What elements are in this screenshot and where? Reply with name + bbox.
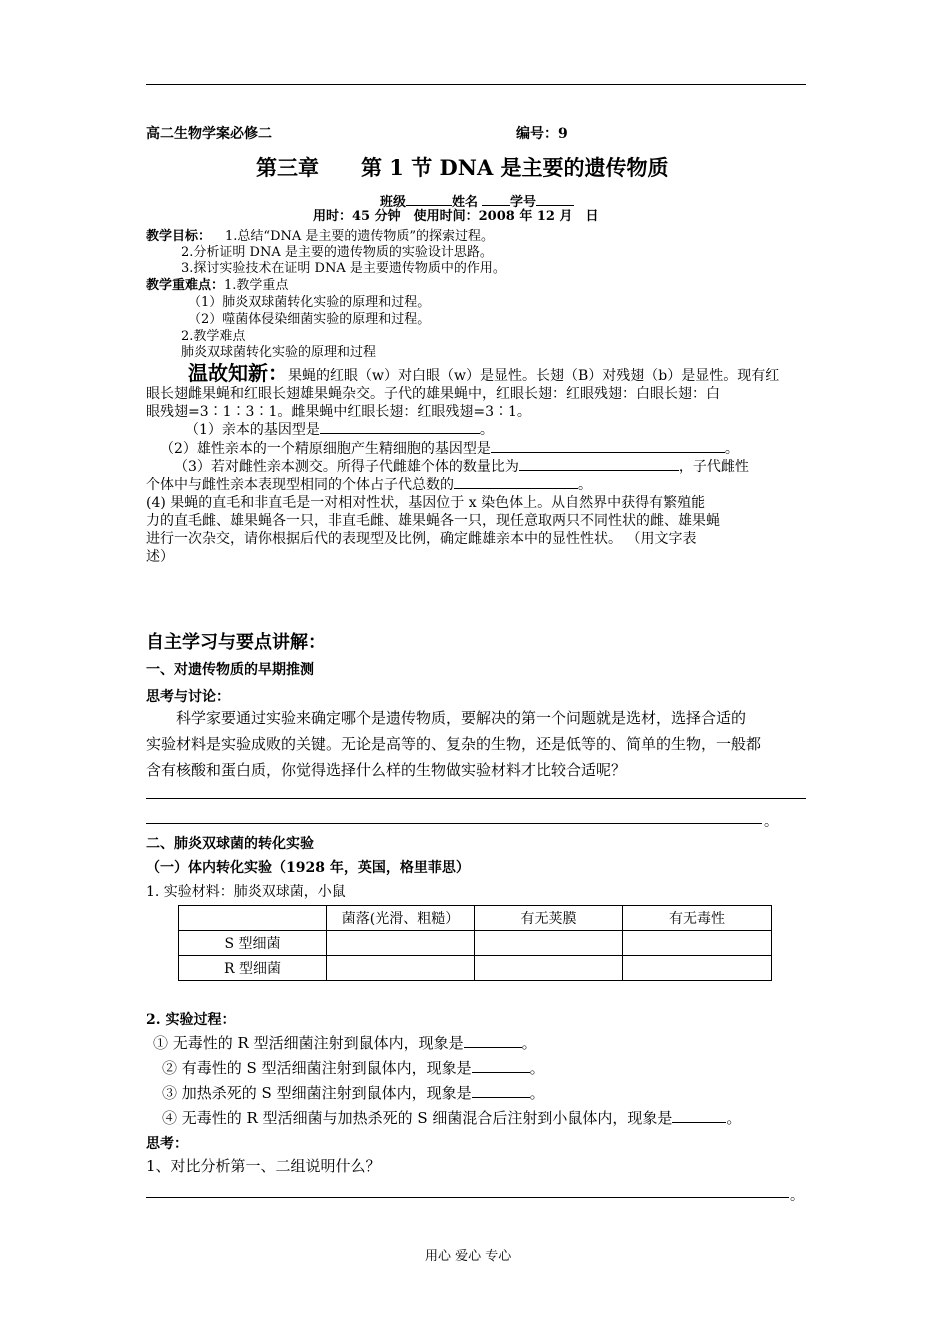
class-label: 班级 (380, 195, 407, 210)
question-4-line-3: 进行一次杂交，请你根据后代的表现型及比例，确定雌雄亲本中的显性性状。 （用文字表 (146, 531, 697, 547)
section-2-title: 二、肺炎双球菌的转化实验 (146, 836, 314, 852)
answer-blank-3a[interactable] (519, 458, 679, 471)
key-point-2: （2）噬菌体侵染细菌实验的原理和过程。 (188, 312, 431, 327)
step-3 (162, 1080, 545, 1107)
id-blank (536, 193, 574, 206)
review-text-1: 果蝇的红眼（w）对白眼（w）是显性。长翅（B）对残翅（b）是显性。现有红 (288, 368, 780, 384)
class-blank (406, 193, 452, 206)
page-title: 第三章 第 1 节 DNA 是主要的遗传物质 (256, 155, 669, 180)
table-cell[interactable] (475, 956, 623, 981)
goal-3: 3.探讨实验技术在证明 DNA 是主要遗传物质中的作用。 (181, 261, 506, 276)
question-1 (185, 420, 494, 440)
step-4 (162, 1105, 741, 1132)
question-3b-text: 个体中与雌性亲本表现型相同的个体占子代总数的 (146, 477, 454, 493)
answer-line-1[interactable] (146, 798, 806, 799)
para-line-2: 实验材料是实验成败的关键。无论是高等的、复杂的生物，还是低等的、简单的生物，一般都 (146, 735, 762, 753)
subsection-1-title: （一）体内转化实验（1928 年，英国，格里菲思） (146, 860, 470, 876)
step-1-blank[interactable] (464, 1035, 522, 1048)
answer-line-2[interactable] (146, 823, 762, 824)
think-label: 思考： (146, 1136, 188, 1152)
key-point-1: （1）肺炎双球菌转化实验的原理和过程。 (188, 295, 431, 310)
step-3-end: 。 (529, 1084, 545, 1102)
review-text-3: 眼残翅=3∶1∶3∶1。雌果蝇中红眼长翅：红眼残翅=3∶1。 (146, 404, 531, 420)
step-1 (153, 1030, 537, 1057)
section-1-title: 一、对遗传物质的早期推测 (146, 662, 314, 678)
question-2-text: （2）雄性亲本的一个精原细胞产生精细胞的基因型是 (160, 441, 491, 457)
step-1-text: ① 无毒性的 R 型活细菌注射到鼠体内，现象是 (153, 1034, 464, 1052)
header-code: 编号：9 (516, 126, 568, 142)
step-3-blank[interactable] (472, 1085, 530, 1098)
bacteria-table (178, 905, 772, 981)
goal-2: 2.分析证明 DNA 是主要的遗传物质的实验设计思路。 (181, 245, 493, 260)
key-heading-2: 2.教学难点 (181, 329, 246, 344)
question-3b (146, 475, 592, 495)
table-header-cell: 有无荚膜 (475, 906, 623, 931)
header-course: 高二生物学案必修二 (146, 126, 272, 142)
table-header-cell (179, 906, 327, 931)
question-3b-end: 。 (578, 477, 592, 493)
table-row (179, 956, 772, 981)
id-label: 学号 (510, 195, 537, 210)
study-title: 自主学习与要点讲解： (146, 632, 326, 653)
think-answer-end: 。 (790, 1188, 804, 1204)
table-cell[interactable] (623, 931, 772, 956)
table-cell[interactable] (623, 956, 772, 981)
discuss-label: 思考与讨论： (146, 689, 230, 705)
question-2-end: 。 (724, 441, 739, 457)
goal-1: 1.总结“DNA 是主要的遗传物质”的探索过程。 (225, 229, 495, 244)
step-1-end: 。 (521, 1034, 537, 1052)
table-header-row (179, 906, 772, 931)
question-3a-text: （3）若对雌性亲本测交。所得子代雌雄个体的数量比为 (174, 459, 519, 475)
key-difficulty: 肺炎双球菌转化实验的原理和过程 (181, 345, 377, 360)
page-footer: 用心 爱心 专心 (425, 1249, 512, 1264)
answer-line-2-end: 。 (764, 814, 778, 830)
table-row (179, 931, 772, 956)
step-2-blank[interactable] (472, 1060, 530, 1073)
answer-blank-1[interactable] (320, 421, 480, 434)
question-4-line-2: 力的直毛雌、雄果蝇各一只，非直毛雌、雄果蝇各一只，现任意取两只不同性状的雌、雄果蝇 (146, 513, 720, 529)
key-line (146, 278, 288, 294)
question-4-line-4: 述） (146, 549, 174, 565)
think-question-1: 1、对比分析第一、二组说明什么？ (146, 1157, 381, 1175)
table-header-cell: 菌落(光滑、粗糙） (327, 906, 475, 931)
table-header-cell: 有无毒性 (623, 906, 772, 931)
think-answer-line[interactable] (146, 1197, 789, 1198)
goals-line-1 (146, 229, 494, 245)
question-4-line-1: (4) 果蝇的直毛和非直毛是一对相对性状，基因位于 x 染色体上。从自然界中获得有繁殖能 (146, 495, 706, 511)
top-rule (146, 84, 806, 85)
question-3a (174, 457, 749, 477)
para-line-1: 科学家要通过实验来确定哪个是遗传物质，要解决的第一个问题就是选材，选择合适的 (176, 709, 747, 727)
step-4-end: 。 (726, 1109, 742, 1127)
name-blank (482, 193, 510, 206)
table-cell[interactable] (475, 931, 623, 956)
question-1-end: 。 (479, 422, 494, 438)
time-line: 用时：45 分钟 使用时间：2008 年 12 月 日 (313, 209, 599, 224)
materials-line: 1. 实验材料：肺炎双球菌，小鼠 (146, 884, 346, 900)
question-3a-end: ，子代雌性 (678, 459, 749, 475)
step-4-text: ④ 无毒性的 R 型活细菌与加热杀死的 S 细菌混合后注射到小鼠体内，现象是 (162, 1109, 673, 1127)
review-text-2: 眼长翅雌果蝇和红眼长翅雄果蝇杂交。子代的雄果蝇中，红眼长翅：红眼残翅：白眼长翅：白 (146, 386, 720, 402)
step-4-blank[interactable] (672, 1110, 726, 1123)
answer-blank-2[interactable] (491, 440, 725, 453)
key-heading-1: 1.教学重点 (224, 278, 289, 293)
table-row-label: S 型细菌 (179, 931, 327, 956)
table-row-label: R 型细菌 (179, 956, 327, 981)
key-label: 教学重难点： (146, 278, 225, 293)
table-cell[interactable] (327, 931, 475, 956)
process-label: 2. 实验过程： (146, 1012, 236, 1028)
name-label: 姓名 (452, 195, 479, 210)
para-line-3: 含有核酸和蛋白质，你觉得选择什么样的生物做实验材料才比较合适呢？ (146, 761, 627, 779)
answer-blank-3b[interactable] (454, 476, 578, 489)
step-2-end: 。 (529, 1059, 545, 1077)
step-2 (162, 1055, 545, 1082)
step-2-text: ② 有毒性的 S 型活细菌注射到鼠体内，现象是 (162, 1059, 472, 1077)
step-3-text: ③ 加热杀死的 S 型细菌注射到鼠体内，现象是 (162, 1084, 472, 1102)
question-2 (160, 439, 739, 459)
question-1-text: （1）亲本的基因型是 (185, 422, 320, 438)
review-label: 温故知新： (188, 361, 288, 385)
goals-label: 教学目标： (146, 229, 212, 244)
table-cell[interactable] (327, 956, 475, 981)
